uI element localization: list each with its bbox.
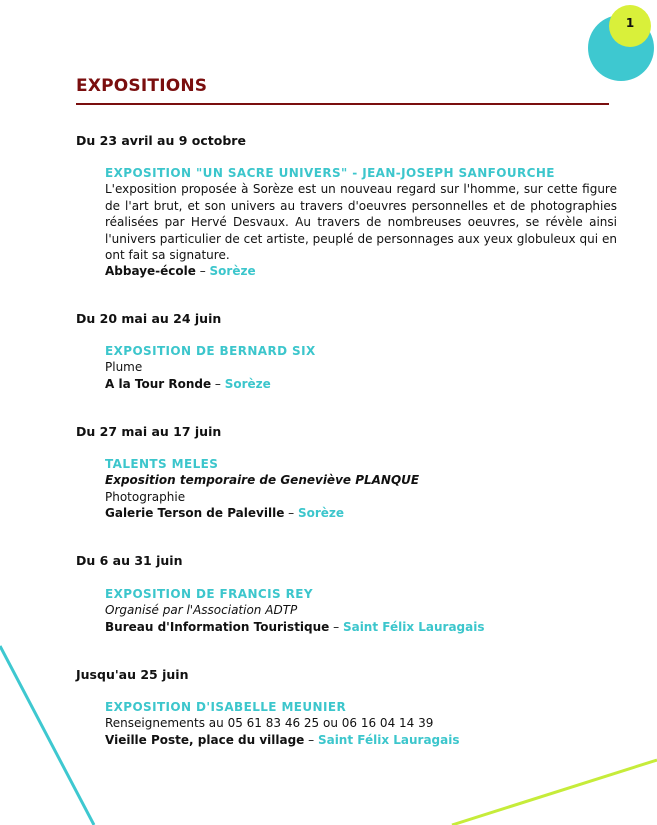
event-block [105,586,617,635]
event-town: Sorèze [297,506,345,521]
event-block [105,456,617,522]
location-separator: – [304,732,318,747]
event-location [105,263,617,279]
page-number: 1 [625,16,635,30]
location-separator: – [195,264,210,279]
event-venue: Abbaye-école [105,264,196,279]
page-title: EXPOSITIONS [76,76,208,96]
event-block [105,699,617,748]
event-detail: Plume [105,360,143,375]
event-organizer-note: Organisé par l'Association ADTP [105,603,298,618]
event-description: L'exposition proposée à Sorèze est un nouveau regard sur l'homme, sur cette figure de l'art brut, et son univers au travers d'oeuvres personnelles et de photographies réalisées par Hervé Desvaux. Au travers de nombreuses oeuvres, se révèle ainsi l'univers particulier de cet artiste, peuplé de personnages aux yeux globuleux qui en ont fait sa signature. [105,182,617,263]
lime-diagonal-line [452,760,657,825]
event-date: Du 20 mai au 24 juin [76,311,222,326]
event-venue: Bureau d'Information Touristique [105,619,330,634]
event-date: Du 27 mai au 17 juin [76,424,222,439]
event-town: Sorèze [209,264,256,279]
event-date: Jusqu'au 25 juin [76,667,189,682]
event-contact-info: Renseignements au 05 61 83 46 25 ou 06 16 04 14 39 [105,716,434,731]
event-subtitle: Exposition temporaire de Geneviève PLANQUE [105,473,420,488]
event-title: EXPOSITION DE BERNARD SIX [105,344,316,358]
event-location [105,732,617,748]
event-title: EXPOSITION D'ISABELLE MEUNIER [105,700,347,714]
event-title: TALENTS MELES [105,457,219,471]
event-block [105,165,617,280]
event-location [105,376,617,392]
title-underline [76,103,609,105]
event-town: Saint Félix Lauragais [342,619,485,634]
event-venue: Galerie Terson de Paleville [105,506,285,521]
event-location [105,505,617,521]
event-venue: Vieille Poste, place du village [105,732,305,747]
event-location [105,619,617,635]
location-separator: – [284,506,298,521]
location-separator: – [211,376,225,391]
event-town: Sorèze [224,376,271,391]
location-separator: – [329,619,343,634]
event-detail: Photographie [105,489,186,504]
event-town: Saint Félix Lauragais [317,732,460,747]
event-date: Du 23 avril au 9 octobre [76,133,246,148]
event-title: EXPOSITION "UN SACRE UNIVERS" - JEAN-JOSEPH SANFOURCHE [105,166,555,180]
event-title: EXPOSITION DE FRANCIS REY [105,587,313,601]
event-block [105,343,617,392]
event-venue: A la Tour Ronde [105,376,212,391]
event-date: Du 6 au 31 juin [76,553,183,568]
